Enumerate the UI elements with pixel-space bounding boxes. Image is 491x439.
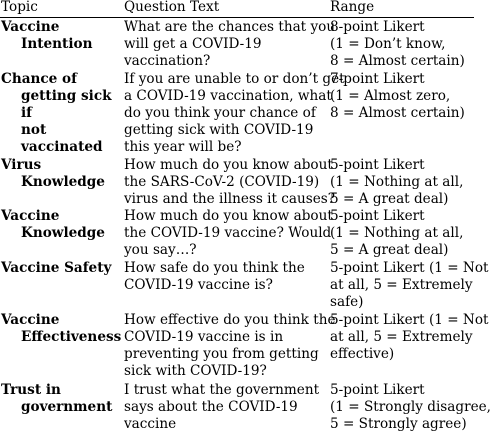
question-cell [124, 259, 330, 311]
topic-cell [0, 311, 124, 380]
table-row [0, 18, 474, 71]
question-cell [124, 18, 336, 71]
range-line: 5-point Likert (1 = Not [330, 260, 489, 276]
question-line: a COVID-19 vaccination, what [124, 88, 332, 104]
range-line: 5-point Likert [330, 208, 425, 224]
question-line: COVID-19 vaccine is in [124, 329, 284, 345]
header-question-text: Question Text [124, 0, 220, 15]
topic-cell [0, 18, 124, 71]
range-line: 5 = A great deal) [330, 191, 449, 207]
question-line: How effective do you think the [124, 312, 336, 328]
table-header [0, 0, 474, 18]
question-line: vaccination? [124, 53, 211, 69]
question-line: sick with COVID-19? [124, 363, 267, 379]
range-line: (1 = Almost zero, [330, 88, 451, 104]
range-line: effective) [330, 346, 395, 362]
range-line: (1 = Nothing at all, [330, 225, 464, 241]
range-line: 5-point Likert [330, 382, 425, 398]
question-line: do you think your chance of [124, 105, 316, 121]
question-line: How much do you know about [124, 208, 333, 224]
topic-line: getting sick if [21, 88, 112, 121]
question-line: will get a COVID-19 [124, 36, 262, 52]
question-line: preventing you from getting [124, 346, 319, 362]
question-line: What are the chances that you [124, 19, 336, 35]
topic-line: not [21, 122, 47, 138]
topic-line: Vaccine [1, 19, 60, 35]
range-line: (1 = Don’t know, [330, 36, 446, 52]
topic-line: Virus [1, 157, 42, 173]
topic-line: Vaccine [1, 208, 60, 224]
table-body [0, 18, 491, 434]
question-cell [124, 70, 345, 156]
range-line: (1 = Nothing at all, [330, 174, 464, 190]
range-line: 7-point Likert [330, 71, 425, 87]
range-line: 8 = Almost certain) [330, 53, 465, 69]
question-cell [124, 156, 336, 208]
range-line: 8 = Almost certain) [330, 105, 465, 121]
range-cell [330, 311, 489, 380]
range-line: 5 = A great deal) [330, 242, 449, 258]
range-line: at all, 5 = Extremely [330, 329, 473, 345]
question-line: vaccine [124, 416, 177, 432]
topic-line: government [21, 399, 113, 415]
range-line: 5-point Likert [330, 157, 425, 173]
question-line: If you are unable to or don’t get [124, 71, 345, 87]
topic-cell [0, 208, 124, 259]
topic-cell [0, 259, 124, 311]
question-line: virus and the illness it causes? [124, 191, 336, 207]
topic-line: vaccinated [21, 139, 103, 155]
range-cell [330, 380, 491, 433]
range-cell [330, 259, 489, 311]
table-row [0, 380, 474, 433]
range-cell [330, 208, 474, 259]
topic-cell [0, 380, 124, 433]
question-line: this year will be? [124, 139, 242, 155]
topic-line: Vaccine Safety [1, 260, 112, 276]
table-row [0, 156, 474, 208]
question-cell [124, 380, 330, 433]
header-topic: Topic [1, 0, 38, 15]
range-cell [330, 70, 474, 156]
range-line: safe) [330, 294, 364, 310]
question-line: says about the COVID-19 [124, 399, 298, 415]
topic-line: Effectiveness [21, 329, 122, 345]
topic-line: Trust in [1, 382, 61, 398]
range-line: 8-point Likert [330, 19, 425, 35]
range-cell [330, 156, 474, 208]
topic-line: Vaccine [1, 312, 60, 328]
topic-line: Intention [21, 36, 93, 52]
question-line: getting sick with COVID-19 [124, 122, 314, 138]
question-line: the COVID-19 vaccine? Would [124, 225, 332, 241]
range-line: (1 = Strongly disagree, [330, 399, 491, 415]
topic-line: Knowledge [21, 225, 105, 241]
topic-line: Chance of [1, 71, 77, 87]
question-line: you say…? [124, 242, 197, 258]
question-line: COVID-19 vaccine is? [124, 277, 273, 293]
table-row [0, 259, 474, 311]
question-line: How much do you know about [124, 157, 333, 173]
question-line: the SARS-CoV-2 (COVID-19) [124, 174, 320, 190]
table-row [0, 311, 474, 380]
question-line: I trust what the government [124, 382, 320, 398]
range-cell [330, 18, 474, 71]
table-row [0, 70, 474, 156]
table-row [0, 208, 474, 259]
header-row [0, 0, 474, 18]
question-line: How safe do you think the [124, 260, 305, 276]
range-line: 5 = Strongly agree) [330, 416, 467, 432]
range-line: at all, 5 = Extremely [330, 277, 473, 293]
header-range: Range [330, 0, 375, 15]
topic-cell [0, 156, 124, 208]
topic-line: Knowledge [21, 174, 105, 190]
question-cell [124, 311, 336, 380]
range-line: 5-point Likert (1 = Not [330, 312, 489, 328]
question-cell [124, 208, 333, 259]
topic-cell [0, 70, 124, 156]
